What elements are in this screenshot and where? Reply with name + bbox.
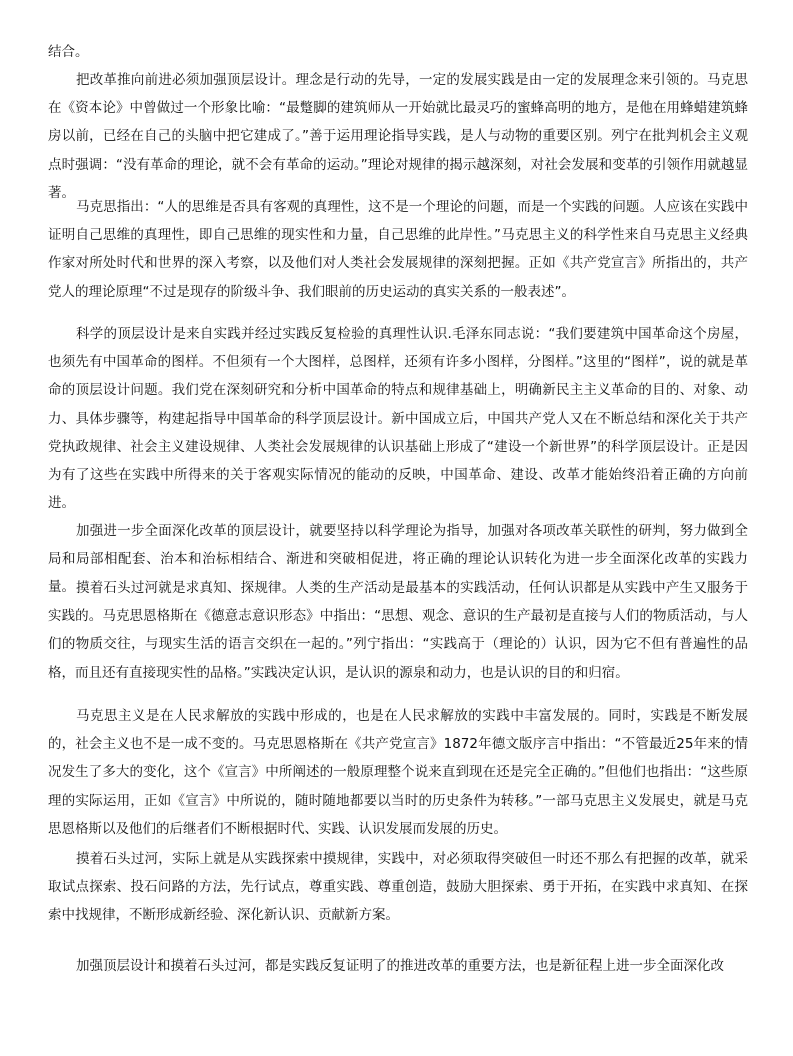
paragraph-conclusion-start: 加强顶层设计和摸着石头过河，都是实践反复证明了的推进改革的重要方法，也是新征程上进一步全面深化改 — [76, 958, 724, 974]
paragraph-deepen-reform: 加强进一步全面深化改革的顶层设计，就要坚持以科学理论为指导，加强对各项改革关联性的研判，努力做到全局和局部相配套、治本和治标相结合、渐进和突破相促进，将正确的理论认识转化为进一步全面深化改革的实践力量。 — [48, 523, 748, 596]
paragraph-continuation: 结合。 — [48, 44, 89, 60]
paragraph-top-level-design: 把改革推向前进必须加强顶层设计。理念是行动的先导，一定的发展实践是由一定的发展理念来引领的。马克思在《资本论》中曾做过一个形象比喻：“最蹩脚的建筑师从一开始就比最灵巧的蜜蜂高明的地方，是他在用蜂蜡建筑蜂房以前，已经在自己的头脑中把它建成了。”善于运用理论指导实践，是人与动物的重要区别。列宁在批判机会主义观点时强调：“没有革命的理论，就不会有革命的运动。”理论对规律的揭示越深刻，对社会发展和变革的引领作用就越显著。 — [48, 72, 748, 201]
paragraph-explore-rules: 摸着石头过河，实际上就是从实践探索中摸规律，实践中，对必须取得突破但一时还不那么有把握的改革，就采取试点探索、投石问路的方法，先行试点，尊重实践、尊重创造，鼓励大胆探索、勇于开拓，在实践中求真知、在探索中找规律，不断形成新经验、深化新认识、贡献新方案。 — [48, 851, 748, 924]
paragraph-scientific-design: 科学的顶层设计是来自实践并经过实践反复检验的真理性认识.毛泽东同志说：“我们要建筑中国革命这个房屋，也须先有中国革命的图样。不但须有一个大图样，总图样，还须有许多小图样，分图样。”这里的“图样”，说的就是革命的顶层设计问题。我们党在深刻研究和分析中国革命的特点和规律基础上，明确新民主主义革命的目的、对象、动力、具体步骤等，构建起指导中国革命的科学顶层设计。新中国成立后，中国共产党人又在不断总结和深化关于共产党执政规律、社会主义建设规律、人类社会发展规律的认识基础上形成了“建设一个新世界”的科学顶层设计。正是因为有了这些在实践中所得来的关于客观实际情况的能动的反映，中国革命、建设、改革才能始终沿着正确的方向前进。 — [48, 326, 748, 512]
paragraph-marx-thinking: 马克思指出：“人的思维是否具有客观的真理性，这不是一个理论的问题，而是一个实践的问题。人应该在实践中证明自己思维的真理性，即自己思维的现实性和力量，自己思维的此岸性。”马克思主义的科学性来自马克思主义经典作家对所处时代和世界的深入考察，以及他们对人类社会发展规律的深刻把握。正如《共产党宣言》所指出的，共产党人的理论原理“不过是现存的阶级斗争、我们眼前的历史运动的真实关系的一般表述”。 — [48, 199, 748, 300]
paragraph-crossing-river: 摸着石头过河就是求真知、探规律。人类的生产活动是最基本的实践活动，任何认识都是从实践中产生又服务于实践的。马克思恩格斯在《德意志意识形态》中指出：“思想、观念、意识的生产最初是直接与人们的物质活动，与人们的物质交往，与现实生活的语言交织在一起的。”列宁指出：“实践高于（理论的）认识，因为它不但有普遍性的品格，而且还有直接现实性的品格。”实践决定认识，是认识的源泉和动力，也是认识的目的和归宿。 — [48, 580, 748, 681]
paragraph-marxism-practice: 马克思主义是在人民求解放的实践中形成的，也是在人民求解放的实践中丰富发展的。同时，实践是不断发展的，社会主义也不是一成不变的。马克思恩格斯在《共产党宣言》1872年德文版序言中指出：“不管最近25年来的情况发生了多大的变化，这个《宣言》中所阐述的一般原理整个说来直到现在还是完全正确的。”但他们也指出：“这些原理的实际运用，正如《宣言》中所说的，随时随地都要以当时的历史条件为转移。”一部马克思主义发展史，就是马克思恩格斯以及他们的后继者们不断根据时代、实践、认识发展而发展的历史。 — [48, 708, 748, 837]
